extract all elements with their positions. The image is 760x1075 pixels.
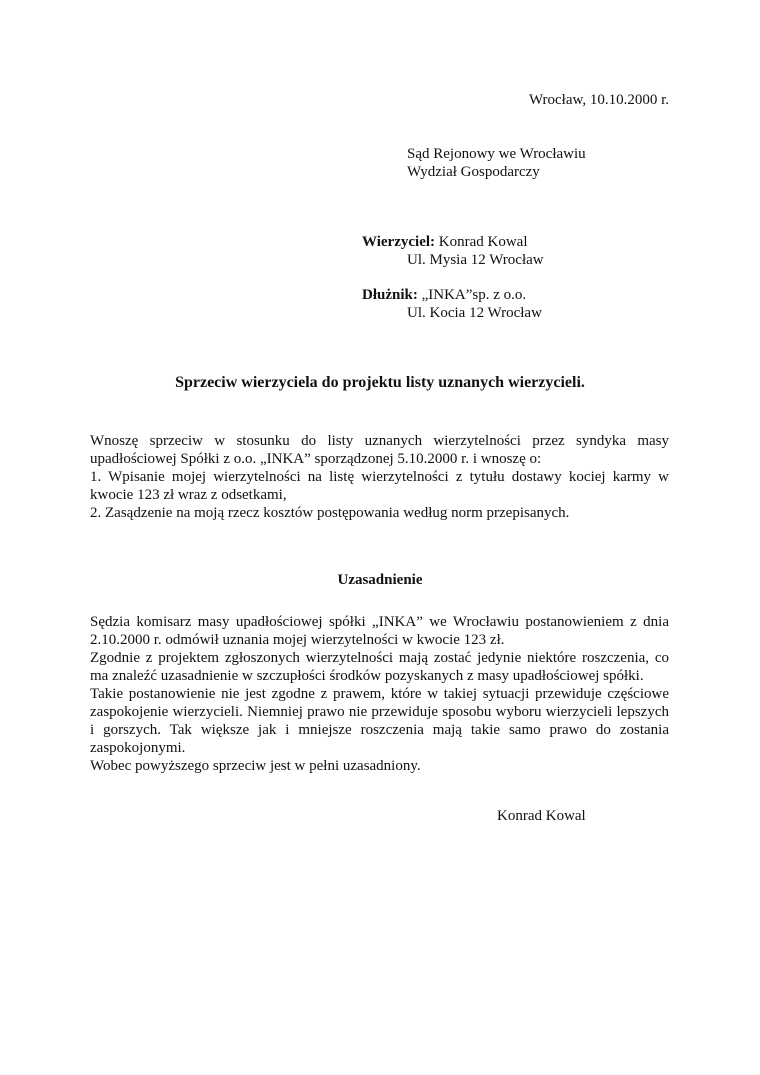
debtor-label: Dłużnik:: [362, 287, 418, 303]
document-title: Sprzeciw wierzyciela do projektu listy uznanych wierzycieli.: [175, 374, 585, 391]
date-place: Wrocław, 10.10.2000 r.: [528, 92, 669, 108]
court-address: [407, 145, 586, 181]
objection-intro: Wnoszę sprzeciw w stosunku do listy uznanych wierzytelności przez syndyka masy upadłościowej Spółki z o.o. „INKA” sporządzonej 5.10.2000 r. i wnoszę o:: [90, 433, 669, 467]
creditor-block: [362, 233, 544, 269]
justification-paragraph: Takie postanowienie nie jest zgodne z prawem, które w takiej sytuacji przewiduje częściowe zaspokojenie wierzycieli. Niemniej prawo nie przewiduje sposobu wyboru wierzycieli lepszych i gorszych. Tak większe jak i mniejsze roszczenia mają takie samo prawo do zostania zaspokojonymi.: [90, 686, 669, 756]
creditor-address: Ul. Mysia 12 Wrocław: [407, 252, 544, 268]
justification-paragraph: Zgodnie z projektem zgłoszonych wierzytelności mają zostać jedynie niektóre roszczenia, co ma znaleźć uzasadnienie w szczupłości środków pozyskanych z masy upadłościowej spółki.: [90, 650, 669, 684]
objection-section: [90, 432, 669, 522]
justification-paragraph: Wobec powyższego sprzeciw jest w pełni uzasadniony.: [90, 758, 421, 774]
court-division: Wydział Gospodarczy: [407, 164, 540, 180]
creditor-label: Wierzyciel:: [362, 234, 436, 250]
creditor-name: Konrad Kowal: [438, 234, 528, 250]
court-name: Sąd Rejonowy we Wrocławiu: [407, 146, 586, 162]
justification-section: [90, 613, 669, 775]
debtor-address: Ul. Kocia 12 Wrocław: [407, 305, 542, 321]
justification-heading: Uzasadnienie: [337, 572, 423, 588]
signature: Konrad Kowal: [497, 808, 586, 824]
justification-paragraph: Sędzia komisarz masy upadłościowej spółki „INKA” we Wrocławiu postanowieniem z dnia 2.10.2000 r. odmówił uznania mojej wierzytelności w kwocie 123 zł.: [90, 614, 669, 648]
debtor-block: [362, 286, 542, 322]
objection-item-1: 1. Wpisanie mojej wierzytelności na listę wierzytelności z tytułu dostawy kociej karmy w kwocie 123 zł wraz z odsetkami,: [90, 469, 669, 503]
debtor-name: „INKA”sp. z o.o.: [421, 287, 527, 303]
objection-item-2: 2. Zasądzenie na moją rzecz kosztów postępowania według norm przepisanych.: [90, 505, 570, 521]
